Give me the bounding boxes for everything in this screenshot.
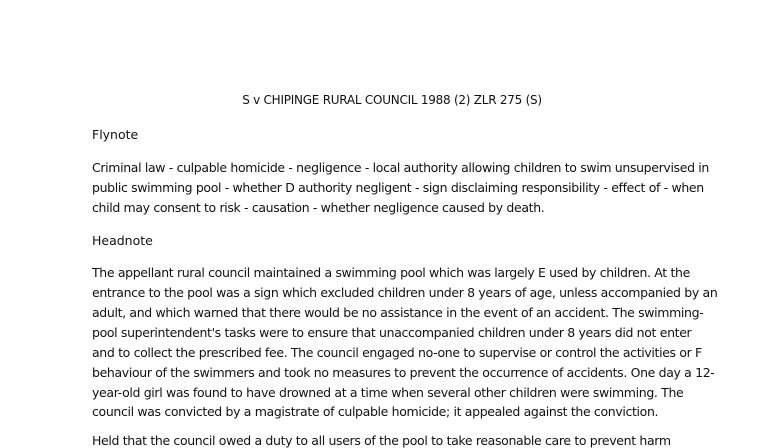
- headnote-line: adult, and which warned that there would be no assistance in the event of an accident. The swimming-: [92, 305, 704, 320]
- flynote-line: child may consent to risk - causation - whether negligence caused by death.: [92, 200, 545, 215]
- headnote-heading: Headnote: [92, 233, 153, 248]
- headnote-line: behaviour of the swimmers and took no measures to prevent the occurrence of accidents. One day a 12-: [92, 365, 715, 380]
- flynote-line: public swimming pool - whether D authority negligent - sign disclaiming responsibility - effect of - when: [92, 180, 704, 195]
- headnote-line: council was convicted by a magistrate of culpable homicide; it appealed against the conviction.: [92, 404, 659, 419]
- headnote-line: year-old girl was found to have drowned at a time when several other children were swimming. The: [92, 385, 684, 400]
- flynote-line: Criminal law - culpable homicide - negligence - local authority allowing children to swim unsupervised in: [92, 160, 709, 175]
- headnote-line: and to collect the prescribed fee. The council engaged no-one to supervise or control the activities or F: [92, 345, 702, 360]
- held-line-cutoff: Held that the council owed a duty to all users of the pool to take reasonable care to prevent harm: [92, 433, 671, 448]
- headnote-line: entrance to the pool was a sign which excluded children under 8 years of age, unless accompanied by an: [92, 285, 718, 300]
- flynote-heading: Flynote: [92, 127, 139, 142]
- case-title: S v CHIPINGE RURAL COUNCIL 1988 (2) ZLR 275 (S): [242, 93, 542, 107]
- headnote-line: The appellant rural council maintained a swimming pool which was largely E used by children. At the: [92, 265, 690, 280]
- headnote-line: pool superintendent's tasks were to ensure that unaccompanied children under 8 years did not enter: [92, 325, 692, 340]
